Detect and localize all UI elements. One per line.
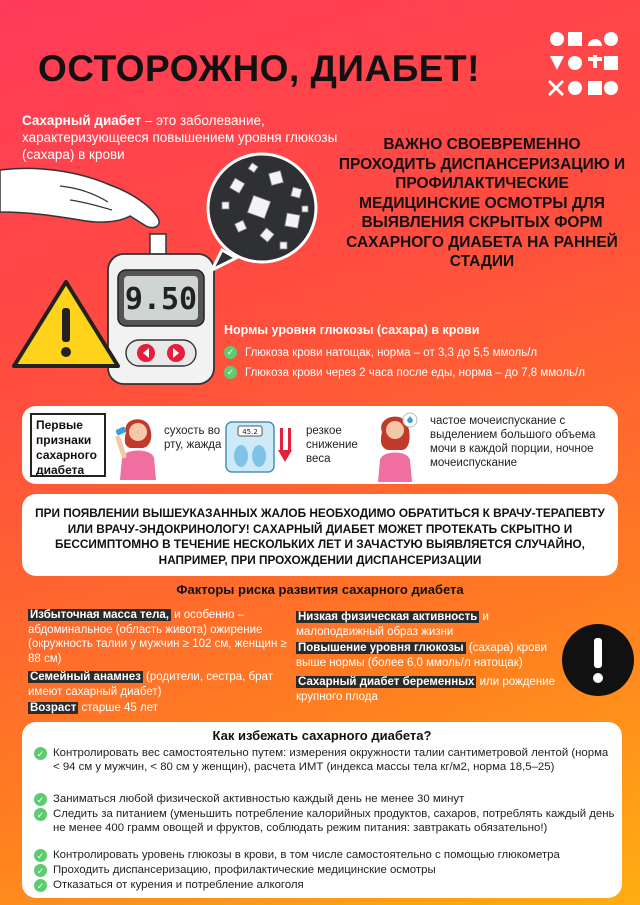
risk-factor-item: [296, 610, 558, 639]
risk-factor-text: (родители, сестра, брат имеют сахарный диабет): [28, 671, 273, 698]
prevention-item-text: Заниматься любой физической активностью каждый день не менее 30 минут: [53, 793, 465, 805]
woman-icon: [370, 410, 420, 482]
risk-factor-highlight: Семейный анамнез: [30, 671, 141, 683]
prevention-title: Как избежать сахарного диабета?: [212, 728, 432, 743]
norm-item-text: Глюкоза крови через 2 часа после еды, норма – до 7,8 ммоль/л: [245, 366, 585, 379]
prevention-item: [34, 848, 618, 862]
risk-factor-highlight: Сахарный диабет беременных: [298, 676, 475, 688]
first-signs-label: Первые признаки сахарного диабета: [30, 413, 106, 477]
page-title: ОСТОРОЖНО, ДИАБЕТ!: [38, 48, 480, 89]
risk-factor-text: старше 45 лет: [78, 702, 159, 714]
weight-down-icon: [278, 426, 298, 466]
risk-factor-text: (сахара) крови выше нормы (более 6,0 ммоль/л натощак): [296, 642, 547, 669]
risk-factor-item: [296, 641, 558, 670]
norm-item: [224, 346, 634, 359]
risk-factor-highlight: Избыточная масса тела,: [30, 609, 169, 621]
glucometer-icon: [108, 234, 214, 384]
intro-definition: – это заболевание, характеризующееся повышением уровня глюкозы (сахара) в крови: [22, 113, 338, 162]
check-icon: ✓: [224, 346, 237, 359]
prevention-item: [34, 863, 618, 877]
warning-text: ПРИ ПОЯВЛЕНИИ ВЫШЕУКАЗАННЫХ ЖАЛОБ НЕОБХОДИМО ОБРАТИТЬСЯ К ВРАЧУ-ТЕРАПЕВТУ ИЛИ ВРАЧУ-ЭНДОКРИНОЛОГУ! САХАРНЫЙ ДИАБЕТ МОЖЕТ ПРОТЕКАТЬ СКРЫТНО И БЕССИМПТОМНО В ТЕЧЕНИЕ НЕСКОЛЬКИХ ЛЕТ И ЗАЧАСТУЮ ВЫЯВЛЯЕТСЯ СЛУЧАЙНО, НАПРИМЕР, ПРИ ПРОХОЖДЕНИИ ДИСПАНСЕРИЗАЦИИ: [35, 506, 605, 567]
risk-factor-highlight: Возраст: [30, 702, 77, 714]
norm-item: [224, 366, 634, 379]
logo-icon: [548, 30, 620, 102]
norms-title: Нормы уровня глюкозы (сахара) в крови: [224, 323, 480, 337]
sign-dry-mouth: сухость во рту, жажда: [164, 425, 222, 451]
risk-factor-item: [296, 675, 558, 704]
sign-weight-loss: резкое снижение веса: [306, 425, 358, 465]
prevention-item: [34, 792, 618, 806]
prevention-item-text: Контролировать вес самостоятельно путем: измерения окружности талии сантиметровой лентой (норма < 94 см у мужчин, < 80 см у женщин), расчета ИМТ (индекса массы тела кг/м2, норма 18,5–25): [53, 747, 609, 773]
scale-icon: [224, 420, 276, 474]
risk-factor-highlight: Повышение уровня глюкозы: [298, 642, 464, 654]
scale-reading: 45.2: [242, 428, 258, 436]
risk-factor-item: [28, 670, 290, 699]
prevention-item-text: Отказаться от курения и потребление алкоголя: [53, 879, 304, 891]
warning-triangle-icon: [14, 282, 118, 366]
check-icon: ✓: [34, 864, 47, 877]
glucometer-display: 9.50: [124, 282, 198, 317]
risk-factor-text: и особенно – абдоминальное (область живота) ожирение (окружность талии у мужчин ≥ 102 см, женщин ≥ 88 см): [28, 609, 287, 665]
prevention-item-text: Следить за питанием (уменьшить потребление калорийных продуктов, сахаров, потреблять каждый день не менее 400 грамм овощей и фруктов, соблюдать режим питания: завтракать обязательно!): [53, 808, 615, 834]
hand-icon: [0, 168, 163, 247]
prevention-item-text: Контролировать уровень глюкозы в крови, в том числе самостоятельно с помощью глюкометра: [53, 849, 560, 861]
risk-factor-text: или рождение крупного плода: [296, 676, 556, 703]
check-icon: ✓: [224, 366, 237, 379]
check-icon: ✓: [34, 747, 47, 760]
sign-frequent-urination: частое мочеиспускание с выделением большого объема мочи в каждой порции, ночное мочеиспускание: [430, 415, 596, 469]
prevention-item: [34, 807, 618, 835]
prevention-item-text: Проходить диспансеризацию, профилактические медицинские осмотры: [53, 864, 436, 876]
prevention-item: [34, 746, 618, 774]
risk-factor-text: и малоподвижный образ жизни: [296, 611, 489, 638]
norm-item-text: Глюкоза крови натощак, норма – от 3,3 до 5,5 ммоль/л: [245, 346, 538, 359]
important-notice: ВАЖНО СВОЕВРЕМЕННО ПРОХОДИТЬ ДИСПАНСЕРИЗАЦИЮ И ПРОФИЛАКТИЧЕСКИЕ МЕДИЦИНСКИЕ ОСМОТРЫ ДЛЯ ВЫЯВЛЕНИЯ СКРЫТЫХ ФОРМ САХАРНОГО ДИАБЕТА НА РАННЕЙ СТАДИИ: [338, 136, 626, 270]
thirsty-woman-icon: [112, 412, 162, 480]
check-icon: ✓: [34, 879, 47, 892]
check-icon: ✓: [34, 793, 47, 806]
risk-factor-item: [28, 608, 290, 666]
check-icon: ✓: [34, 808, 47, 821]
check-icon: ✓: [34, 849, 47, 862]
risk-factor-item: [28, 701, 290, 716]
prevention-item: [34, 878, 618, 892]
exclamation-icon: [560, 622, 636, 698]
risk-factor-highlight: Низкая физическая активность: [298, 611, 478, 623]
sugar-cubes-icon: [208, 154, 316, 270]
risk-factors-title: Факторы риска развития сахарного диабета: [176, 582, 464, 597]
intro-term: Сахарный диабет: [22, 113, 142, 128]
